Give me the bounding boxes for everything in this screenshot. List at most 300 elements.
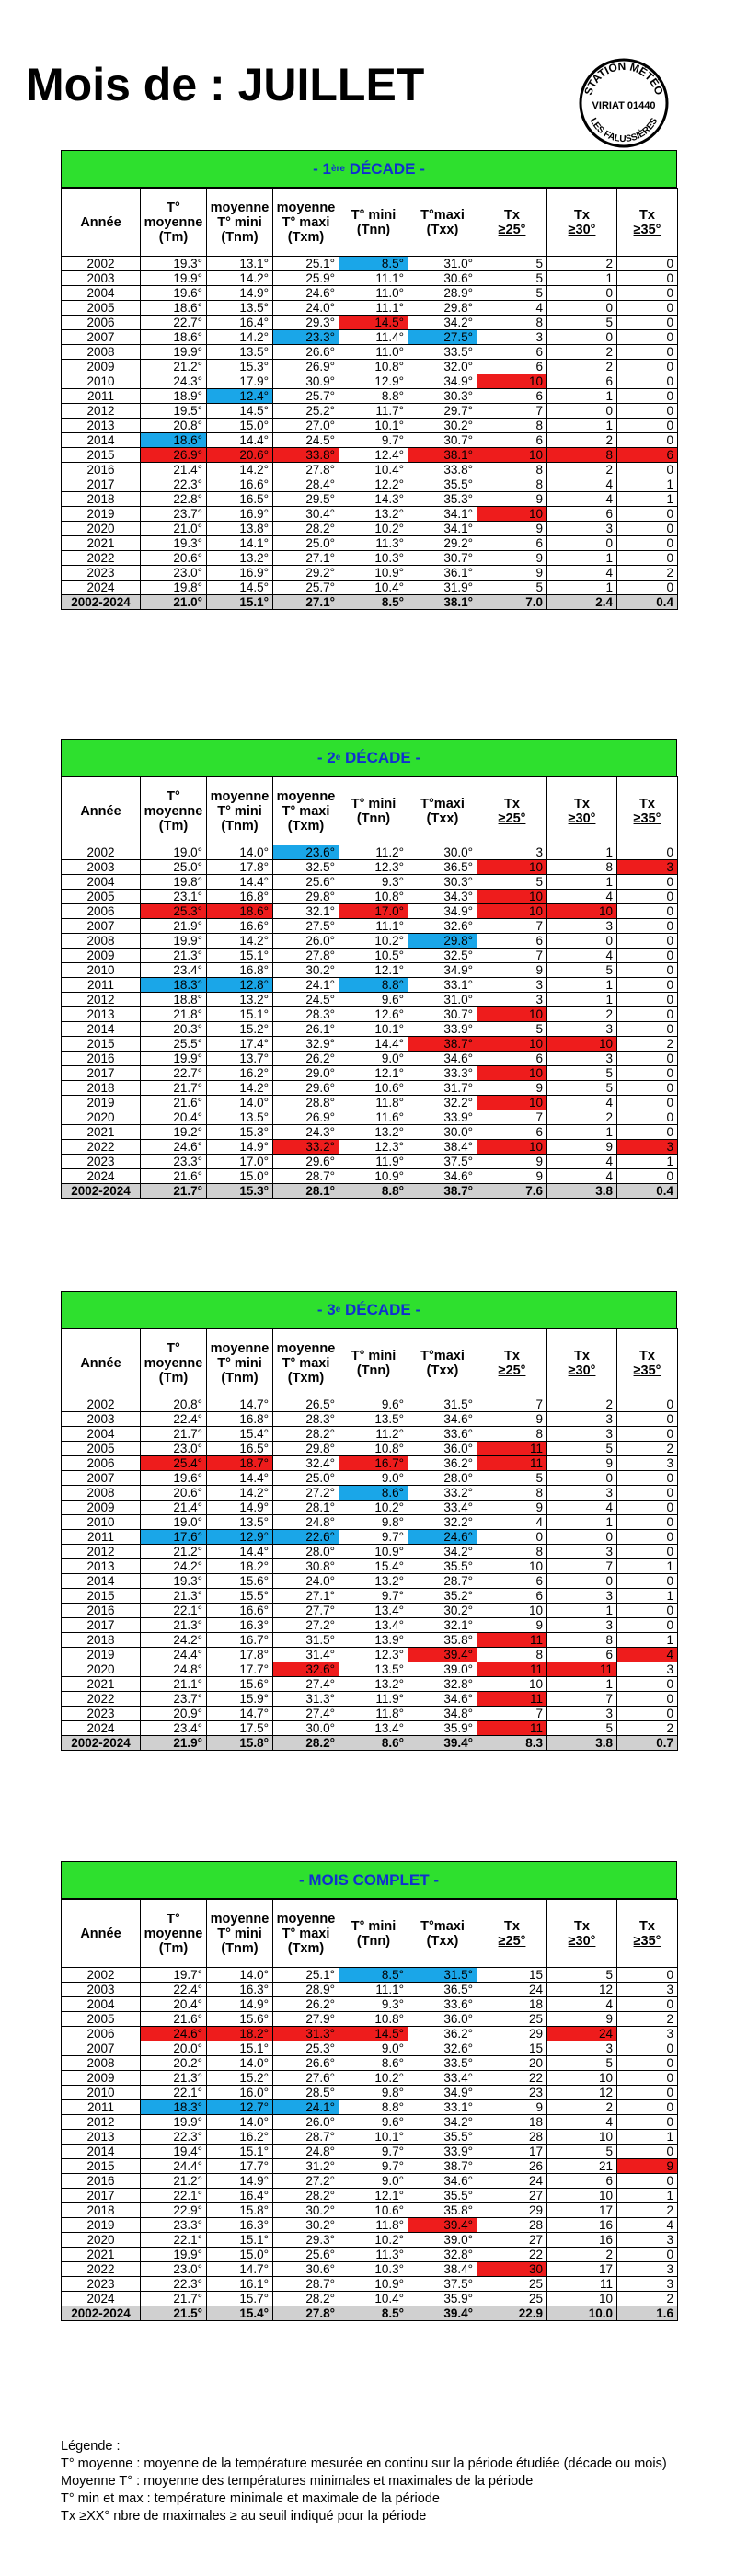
table-row [62,1471,678,1486]
value-cell: 33.2° [273,1140,339,1155]
value-cell: 12.9° [339,374,408,389]
value-cell: 3 [547,1707,617,1721]
value-cell: 11.2° [339,1427,408,1442]
table-row [62,978,678,993]
value-cell: 13.4° [339,1618,408,1633]
value-cell: 10.6° [339,2203,408,2218]
value-cell: 8 [477,477,547,492]
table-row [62,1486,678,1501]
value-cell: 13.5° [207,1110,273,1125]
table-row [62,1081,678,1096]
header-label: T° mini [217,803,262,819]
value-cell: 5 [547,963,617,978]
value-cell: 13.4° [339,1604,408,1618]
year-cell: 2011 [62,978,141,993]
value-cell: 39.0° [408,1662,477,1677]
table-row [62,993,678,1007]
value-cell: 11.1° [339,919,408,934]
value-cell: 13.2° [339,1677,408,1692]
value-cell: 3 [617,1456,678,1471]
value-cell: 11.3° [339,2248,408,2262]
value-cell: 36.1° [408,566,477,581]
value-cell: 9 [547,1456,617,1471]
value-cell: 18.8° [141,993,207,1007]
value-cell: 5 [477,1022,547,1037]
value-cell: 10 [477,374,547,389]
legend-line: Tx ≥XX° nbre de maximales ≥ au seuil indiqué pour la période [61,2509,427,2524]
value-cell: 15.1° [207,949,273,963]
value-cell: 10.8° [339,360,408,374]
column-header [617,189,678,257]
period-cell: 2002-2024 [62,1736,141,1751]
value-cell: 14.2° [207,934,273,949]
year-cell: 2022 [62,2262,141,2277]
year-cell: 2003 [62,1983,141,1997]
value-cell: 33.2° [408,1486,477,1501]
value-cell: 14.0° [207,845,273,860]
table-row [62,301,678,316]
value-cell: 26.2° [273,1997,339,2012]
header-label: Année [80,1926,121,1941]
value-cell: 21.1° [141,1677,207,1692]
header-label: (Tnm) [221,229,259,245]
value-cell: 21.4° [141,1501,207,1515]
value-cell: 19.9° [141,1052,207,1066]
column-header [617,777,678,845]
value-cell: 24.0° [273,1574,339,1589]
header-label: moyenne [276,200,336,215]
header-label: T° maxi [282,214,330,230]
header-label: T° mini [351,207,397,223]
header-row [62,1329,678,1397]
header-label: (Txm) [287,229,325,245]
value-cell: 10 [477,1096,547,1110]
value-cell: 37.5° [408,2277,477,2292]
value-cell: 11 [477,1662,547,1677]
year-cell: 2024 [62,1169,141,1184]
value-cell: 22.1° [141,2189,207,2203]
value-cell: 8 [477,1486,547,1501]
stats-table [61,1328,678,1751]
value-cell: 0 [617,301,678,316]
value-cell: 22.1° [141,1604,207,1618]
value-cell: 25.3° [273,2041,339,2056]
value-cell: 14.9° [207,1997,273,2012]
value-cell: 10 [477,1007,547,1022]
year-cell: 2013 [62,1007,141,1022]
value-cell: 34.3° [408,890,477,904]
station-stamp-logo [578,57,670,149]
value-cell: 23.1° [141,890,207,904]
table-row [62,934,678,949]
value-cell: 10.5° [339,949,408,963]
value-cell: 16.8° [207,890,273,904]
table-row [62,581,678,595]
value-cell: 22.4° [141,1983,207,1997]
table-row [62,286,678,301]
header-label: T° [167,200,180,215]
value-cell: 1 [617,2189,678,2203]
value-cell: 10 [477,890,547,904]
value-cell: 2 [617,1442,678,1456]
value-cell: 1 [547,978,617,993]
value-cell: 1 [547,419,617,433]
value-cell: 10 [547,2189,617,2203]
value-cell: 3 [547,1589,617,1604]
value-cell: 29.8° [273,1442,339,1456]
total-row [62,1184,678,1199]
value-cell: 32.1° [273,904,339,919]
value-cell: 21.4° [141,463,207,477]
value-cell: 30.2° [273,2218,339,2233]
value-cell: 16 [547,2218,617,2233]
column-header [62,777,141,845]
value-cell: 5 [547,1081,617,1096]
value-cell: 0 [617,1066,678,1081]
value-cell: 3 [547,919,617,934]
value-cell: 18.2° [207,1559,273,1574]
value-cell: 5 [477,1471,547,1486]
column-header [141,777,207,845]
value-cell: 14.2° [207,330,273,345]
value-cell: 22.4° [141,1412,207,1427]
value-cell: 21.8° [141,1007,207,1022]
value-cell: 0 [547,1574,617,1589]
value-cell: 19.5° [141,404,207,419]
value-cell: 24.4° [141,2159,207,2174]
table-row [62,257,678,271]
value-cell: 4 [547,1169,617,1184]
year-cell: 2015 [62,1037,141,1052]
value-cell: 24.2° [141,1559,207,1574]
value-cell: 0 [547,404,617,419]
header-label: T° mini [351,1348,397,1363]
value-cell: 9.8° [339,1515,408,1530]
value-cell: 30.7° [408,551,477,566]
value-cell: 0 [617,2056,678,2071]
value-cell: 25.6° [273,875,339,890]
value-cell: 3 [547,1412,617,1427]
value-cell: 21.3° [141,1618,207,1633]
total-value-cell: 10.0 [547,2306,617,2321]
value-cell: 1 [547,875,617,890]
value-cell: 2 [547,345,617,360]
value-cell: 25.9° [273,271,339,286]
value-cell: 9 [547,1140,617,1155]
value-cell: 27.0° [273,419,339,433]
header-label: moyenne [276,788,336,804]
value-cell: 10.9° [339,2277,408,2292]
value-cell: 14.0° [207,1096,273,1110]
value-cell: 3 [547,1618,617,1633]
value-cell: 0 [617,419,678,433]
year-cell: 2008 [62,345,141,360]
value-cell: 12.2° [339,477,408,492]
table-row [62,949,678,963]
value-cell: 14.4° [339,1037,408,1052]
value-cell: 13.2° [339,1125,408,1140]
value-cell: 1 [617,492,678,507]
value-cell: 24 [477,1983,547,1997]
value-cell: 1 [547,271,617,286]
value-cell: 19.9° [141,2248,207,2262]
value-cell: 0 [617,463,678,477]
value-cell: 0 [547,536,617,551]
column-header [617,1329,678,1397]
value-cell: 4 [547,1155,617,1169]
value-cell: 6 [477,1574,547,1589]
value-cell: 23.6° [273,845,339,860]
year-cell: 2010 [62,963,141,978]
value-cell: 23.4° [141,1721,207,1736]
value-cell: 9.0° [339,2174,408,2189]
value-cell: 36.2° [408,2027,477,2041]
table-row [62,1442,678,1456]
value-cell: 2 [547,360,617,374]
value-cell: 16.6° [207,477,273,492]
value-cell: 28.9° [408,286,477,301]
value-cell: 12.6° [339,1007,408,1022]
total-value-cell: 21.7° [141,1184,207,1199]
value-cell: 5 [477,271,547,286]
value-cell: 39.4° [408,2218,477,2233]
year-cell: 2022 [62,1140,141,1155]
header-label: Tx [574,207,590,223]
value-cell: 24.8° [273,1515,339,1530]
value-cell: 2 [547,1397,617,1412]
header-label: T° mini [351,1918,397,1934]
value-cell: 23.7° [141,1692,207,1707]
value-cell: 19.8° [141,581,207,595]
year-cell: 2015 [62,2159,141,2174]
value-cell: 8 [477,463,547,477]
table-row [62,1022,678,1037]
table-row [62,1545,678,1559]
stamp-middle-text: VIRIAT 01440 [592,100,656,111]
value-cell: 16.4° [207,316,273,330]
total-value-cell: 28.2° [273,1736,339,1751]
value-cell: 33.6° [408,1997,477,2012]
value-cell: 33.1° [408,978,477,993]
header-label: T° mini [217,1355,262,1371]
value-cell: 32.8° [408,1677,477,1692]
table-row [62,2145,678,2159]
value-cell: 30.3° [408,875,477,890]
column-header [617,1900,678,1968]
column-header [339,777,408,845]
column-header [273,189,339,257]
table-row [62,1096,678,1110]
value-cell: 1 [547,1515,617,1530]
value-cell: 28.7° [273,2277,339,2292]
value-cell: 0 [547,1530,617,1545]
value-cell: 10.8° [339,890,408,904]
value-cell: 1 [547,1125,617,1140]
value-cell: 25.1° [273,1968,339,1983]
value-cell: 8.6° [339,1486,408,1501]
value-cell: 0 [617,271,678,286]
value-cell: 10.4° [339,463,408,477]
value-cell: 33.4° [408,1501,477,1515]
value-cell: 10.9° [339,1169,408,1184]
value-cell: 11 [477,1721,547,1736]
value-cell: 0 [617,2145,678,2159]
year-cell: 2024 [62,1721,141,1736]
value-cell: 34.1° [408,522,477,536]
header-label: (Txx) [426,811,459,826]
value-cell: 17.0° [207,1155,273,1169]
value-cell: 27.8° [273,463,339,477]
value-cell: 30.2° [273,963,339,978]
value-cell: 6 [477,389,547,404]
table-row [62,1501,678,1515]
value-cell: 35.5° [408,477,477,492]
total-value-cell: 27.1° [273,595,339,610]
value-cell: 28 [477,2218,547,2233]
value-cell: 26.6° [273,2056,339,2071]
value-cell: 18.6° [141,433,207,448]
total-value-cell: 15.4° [207,2306,273,2321]
value-cell: 28.7° [273,1169,339,1184]
value-cell: 31.5° [408,1968,477,1983]
table-row [62,1633,678,1648]
value-cell: 13.2° [207,993,273,1007]
value-cell: 0 [617,2174,678,2189]
value-cell: 15.3° [207,1125,273,1140]
year-cell: 2011 [62,1530,141,1545]
column-header [207,1329,273,1397]
value-cell: 5 [547,316,617,330]
value-cell: 9 [477,1155,547,1169]
value-cell: 23.0° [141,566,207,581]
value-cell: 1 [547,993,617,1007]
value-cell: 15.1° [207,1007,273,1022]
value-cell: 20.8° [141,419,207,433]
value-cell: 0 [617,934,678,949]
value-cell: 38.1° [408,448,477,463]
table-row [62,919,678,934]
value-cell: 10 [477,1140,547,1155]
value-cell: 10 [477,860,547,875]
value-cell: 21.9° [141,919,207,934]
header-label: T° mini [217,214,262,230]
section-title: - 3 e DÉCADE - [61,1291,677,1328]
column-header [273,777,339,845]
header-label: Tx [504,207,520,223]
value-cell: 0 [617,1968,678,1983]
header-label: Tx [639,1348,655,1363]
year-cell: 2010 [62,1515,141,1530]
value-cell: 13.2° [339,507,408,522]
table-row [62,2218,678,2233]
value-cell: 1 [547,389,617,404]
value-cell: 13.5° [207,1515,273,1530]
total-value-cell: 8.6° [339,1736,408,1751]
column-header [547,1329,617,1397]
header-label: ≥35° [633,811,661,826]
value-cell: 16.8° [207,963,273,978]
value-cell: 0 [617,1997,678,2012]
value-cell: 16.3° [207,1618,273,1633]
column-header [62,1900,141,1968]
value-cell: 4 [547,1096,617,1110]
value-cell: 34.6° [408,2174,477,2189]
stats-table [61,188,678,610]
value-cell: 6 [547,1648,617,1662]
header-label: moyenne [276,1911,336,1926]
table-row [62,522,678,536]
value-cell: 14.7° [207,1397,273,1412]
value-cell: 22.1° [141,2233,207,2248]
value-cell: 25.0° [273,536,339,551]
total-row [62,595,678,610]
table-row [62,2041,678,2056]
value-cell: 22 [477,2248,547,2262]
table-row [62,2115,678,2130]
value-cell: 18.3° [141,978,207,993]
value-cell: 27.2° [273,1486,339,1501]
value-cell: 0 [617,1471,678,1486]
value-cell: 15.0° [207,2248,273,2262]
year-cell: 2010 [62,2086,141,2100]
table-row [62,1677,678,1692]
table-row [62,875,678,890]
table-row [62,1140,678,1155]
value-cell: 0 [617,949,678,963]
header-label: moyenne [210,200,270,215]
value-cell: 26.1° [273,1022,339,1037]
header-label: (Txm) [287,1940,325,1956]
value-cell: 10.4° [339,2292,408,2306]
header-label: T°maxi [420,1348,465,1363]
value-cell: 35.9° [408,1721,477,1736]
total-value-cell: 27.8° [273,2306,339,2321]
header-label: ≥30° [568,1933,596,1949]
column-header [547,777,617,845]
value-cell: 17 [547,2203,617,2218]
value-cell: 17.7° [207,1662,273,1677]
value-cell: 6 [477,1589,547,1604]
value-cell: 19.3° [141,536,207,551]
value-cell: 24.6° [141,2027,207,2041]
value-cell: 14.0° [207,1968,273,1983]
value-cell: 23.0° [141,1442,207,1456]
value-cell: 2 [617,2012,678,2027]
header-label: Année [80,214,121,230]
table-row [62,374,678,389]
value-cell: 8 [477,1545,547,1559]
year-cell: 2023 [62,1707,141,1721]
value-cell: 31.7° [408,1081,477,1096]
value-cell: 0 [617,1677,678,1692]
value-cell: 0 [617,581,678,595]
value-cell: 0 [617,522,678,536]
table-row [62,433,678,448]
table-row [62,1066,678,1081]
value-cell: 17.8° [207,860,273,875]
value-cell: 1 [617,1633,678,1648]
value-cell: 24.3° [141,374,207,389]
value-cell: 36.2° [408,1456,477,1471]
year-cell: 2013 [62,419,141,433]
value-cell: 0 [617,1604,678,1618]
value-cell: 37.5° [408,1155,477,1169]
value-cell: 10.4° [339,581,408,595]
value-cell: 32.1° [408,1618,477,1633]
value-cell: 38.7° [408,2159,477,2174]
year-cell: 2018 [62,492,141,507]
value-cell: 9.6° [339,1397,408,1412]
